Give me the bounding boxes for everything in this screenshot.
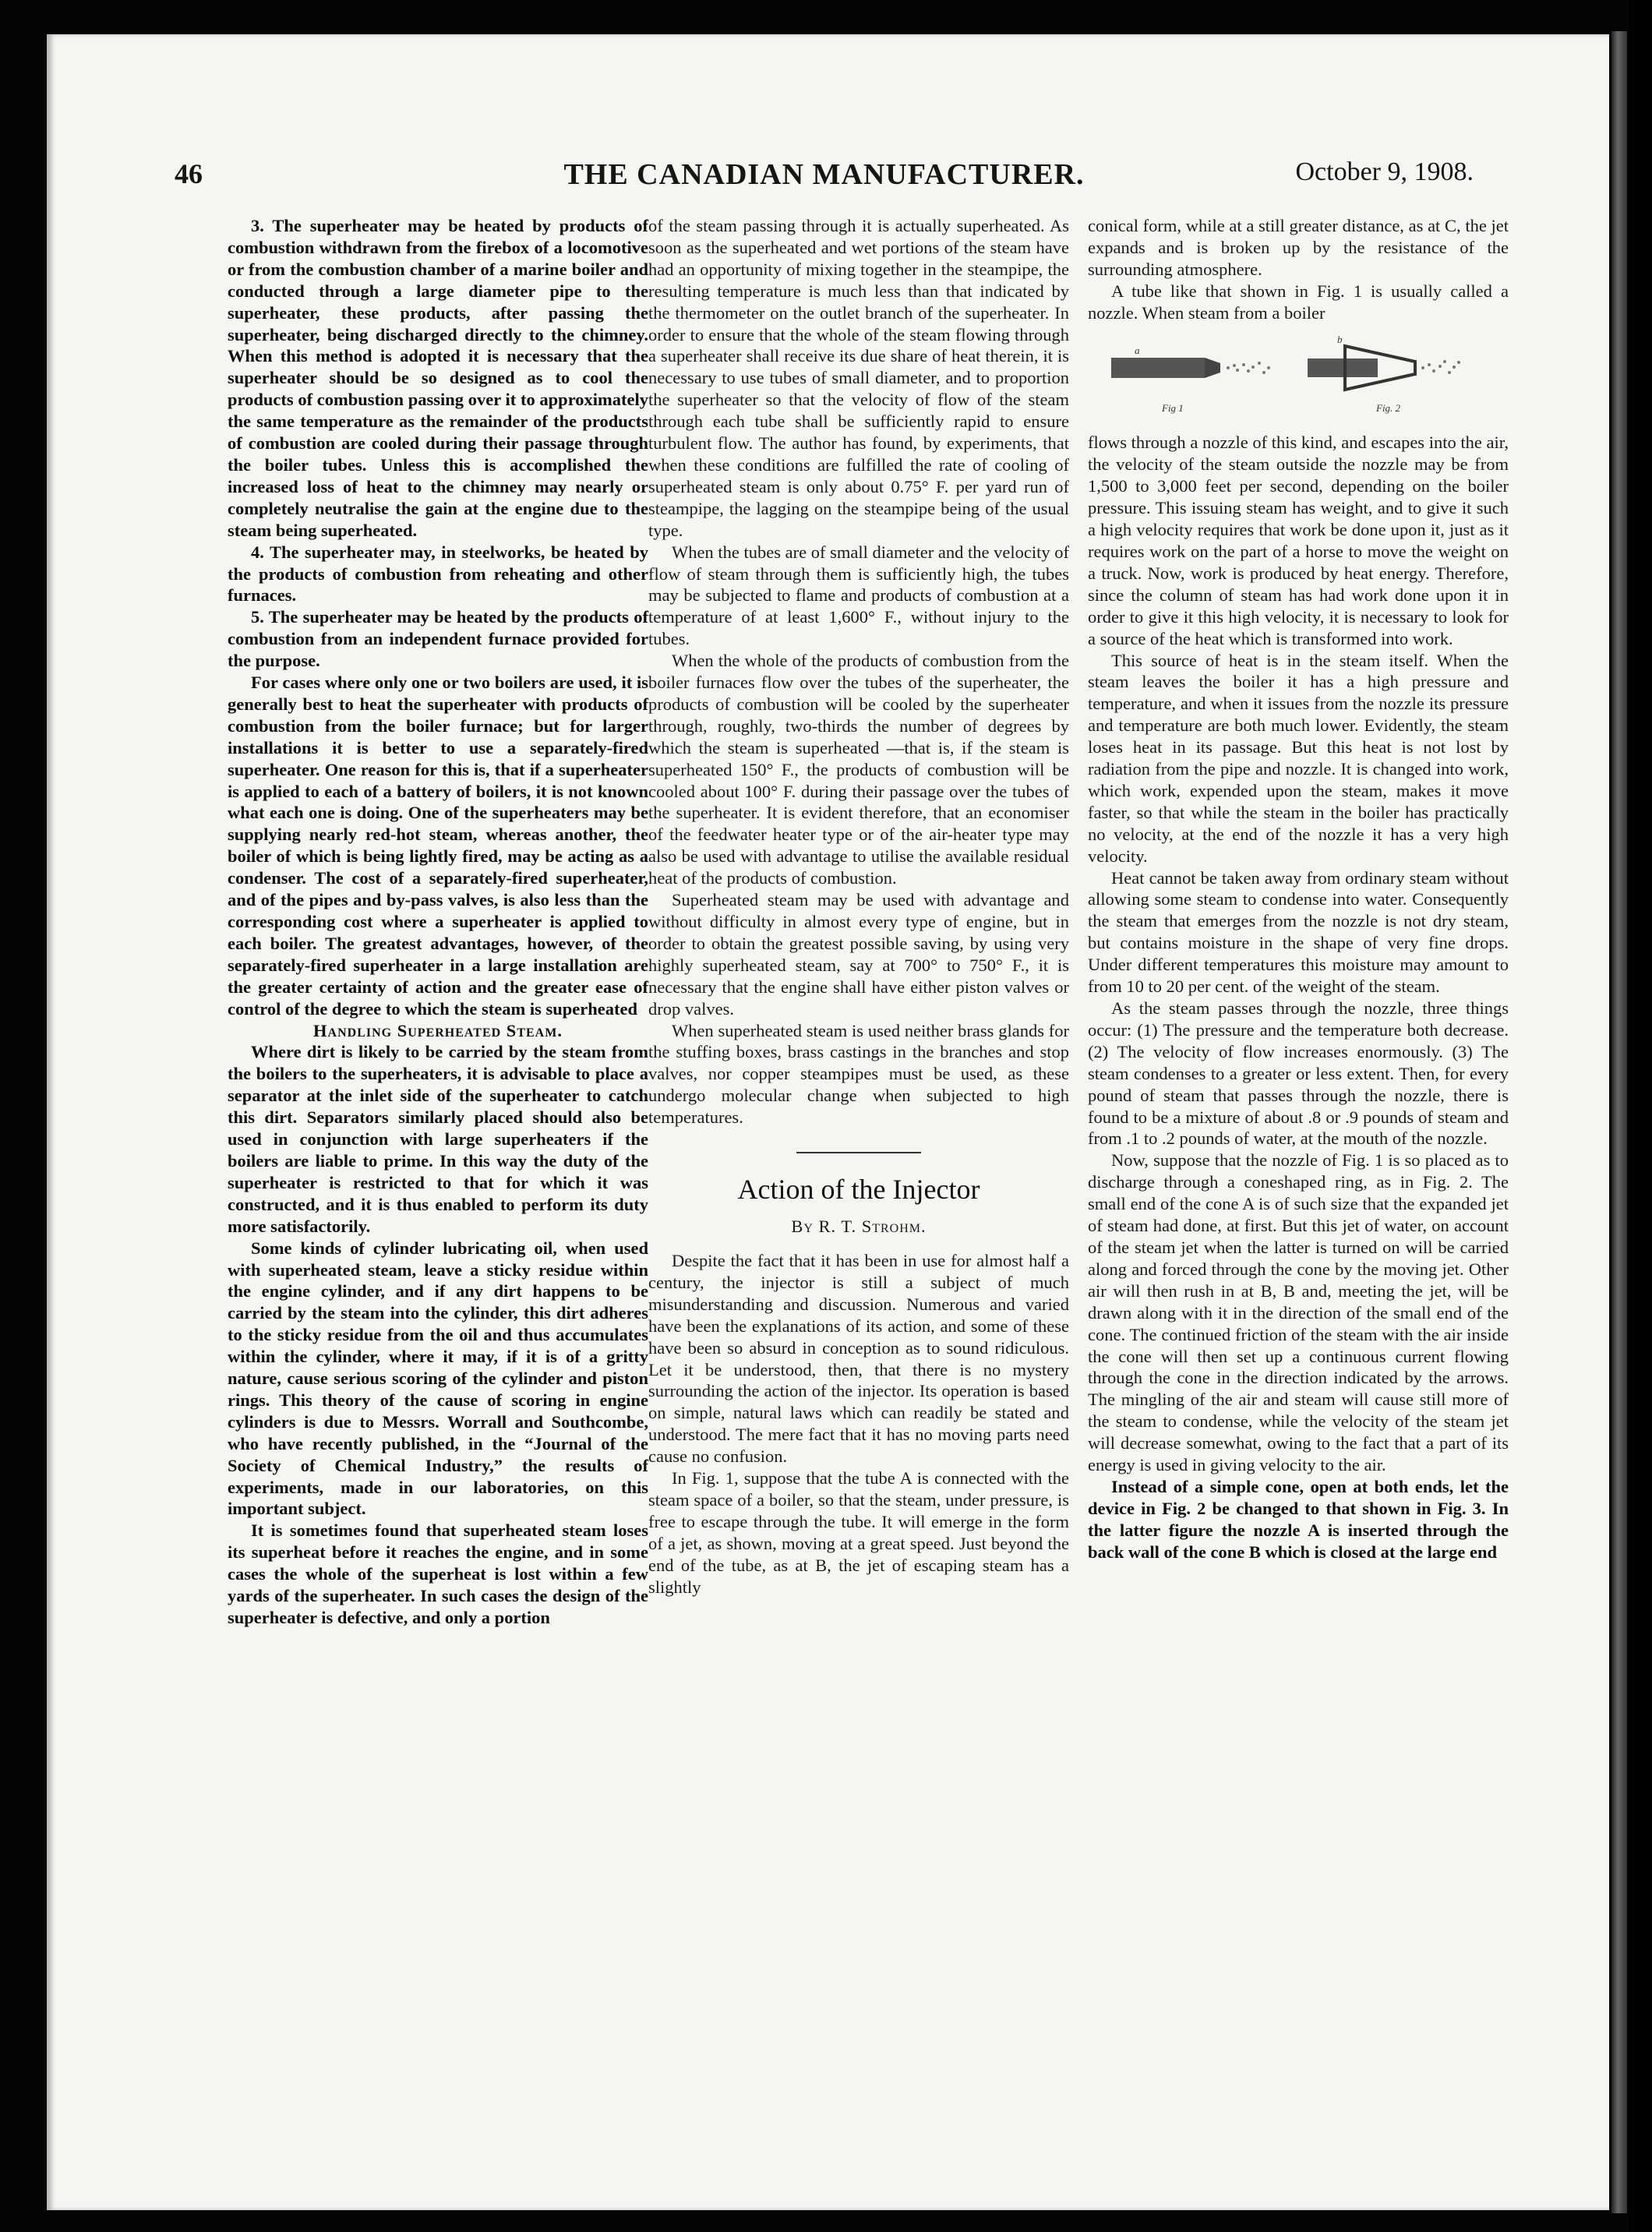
fig1-letter-a: a (1135, 344, 1140, 356)
page-header (175, 157, 1474, 196)
column-left (228, 215, 648, 1629)
column-right (1088, 215, 1509, 1563)
figure-2-nozzle-cone-drawing (1308, 334, 1460, 414)
article-title: Action of the Injector (737, 1174, 980, 1206)
paragraph: In Fig. 1, suppose that the tube A is connected with the steam space of a boiler, so that the steam, under pressure, is free to escape through the tube. It will emerge in the form of a jet, as shown, moving at a great speed. Just beyond the end of the tube, as at B, the jet of escaping steam has a slightly (648, 1468, 1069, 1597)
fig2-tube (1308, 358, 1378, 377)
paragraph: flows through a nozzle of this kind, and escapes into the air, the velocity of the steam outside the nozzle may be from 1,500 to 3,000 feet per second, depending on the boiler pressure. This issuing steam has weight, and to give it such a high velocity requires that work be done upon it, just as it requires work on the part of a horse to move the weight on a truck. Now, work is produced by heat energy. Therefore, since the column of steam has had work done upon it in order to give it this high velocity, it is necessary to look for a source of the heat which is transformed into work. (1088, 433, 1509, 648)
section-heading: Handling Superheated Steam. (313, 1020, 563, 1040)
paragraph: When the tubes are of small diameter and the velocity of flow of steam through them is sufficiently high, the tubes may be subjected to flame and products of combustion at a temperature of at least 1,600° F., without injury to the tubes. (648, 542, 1069, 649)
page-number: 46 (175, 158, 203, 189)
binding-spine (1611, 31, 1627, 2213)
paragraph: Despite the fact that it has been in use for almost half a century, the injector is still a subject of much misunderstanding and discussion. Numerous and varied have been the explanations of its action, and some of these have been so absurd in conception as to sound ridiculous. Let it be understood, then, that there is no mystery surrounding the action of the injector. Its operation is based on simple, natural laws which can readily be stated and understood. The mere fact that it has no moving parts need cause no confusion. (648, 1250, 1069, 1467)
paragraph: of the steam passing through it is actually superheated. As soon as the superheated and wet portions of the steam have had an opportunity of mixing together in the steampipe, the resulting temperature is much less than that indicated by the thermometer on the outlet branch of the superheater. In order to ensure that the whole of the steam flowing through a superheater shall receive its due share of heat therein, it is necessary to use tubes of small diameter, and to proportion the superheater so that the velocity of flow of the steam through each tube shall be sufficiently rapid to ensure turbulent flow. The author has found, by experiments, that when these conditions are fulfilled the rate of cooling of superheated steam is only about 0.75° F. per yard run of steampipe, the lagging on the steampipe being of the usual type. (648, 216, 1069, 540)
paragraph: When superheated steam is used neither brass glands for the stuffing boxes, brass castings in the branches and stop valves, nor copper steampipes must be used, as these undergo molecular change when subjected to high temperatures. (648, 1020, 1069, 1128)
fig1-tube (1111, 358, 1205, 378)
paragraph: Some kinds of cylinder lubricating oil, when used with superheated steam, leave a sticky residue within the engine cylinder, and if any dirt happens to be carried by the steam into the cylinder, this dirt adheres to the sticky residue from the oil and thus accumulates within the cylinder, where it may, if it is of a gritty nature, cause serious scoring of the cylinder and piston rings. This theory of the cause of scoring in engine cylinders is due to Messrs. Worrall and Southcombe, who have recently published, in the “Journal of the Society of Chemical Industry,” the results of experiments, made in our laboratories, on this important subject. (228, 1238, 648, 1519)
nozzle-figures (1088, 330, 1509, 416)
fig2-letter-b: b (1337, 333, 1343, 345)
figure-1-nozzle-drawing (1111, 344, 1270, 414)
paragraph: Where dirt is likely to be carried by the steam from the boilers to the superheaters, it is advisable to place a separator at the inlet side of the superheater to catch this dirt. Separators similarly placed should also be used in conjunction with large superheaters if the boilers are liable to prime. In this way the duty of the superheater is restricted to that for which it was constructed, and it is thus enabled to perform its duty more satisfactorily. (228, 1042, 648, 1236)
paragraph: 5. The superheater may be heated by the products of combustion from an independent furnace provided for the purpose. (228, 607, 648, 671)
paragraph: For cases where only one or two boilers are used, it is generally best to heat the superheater with products of combustion from the boiler furnace; but for larger installations it is better to use a separately-fired superheater. One reason for this is, that if a superheater is applied to each of a battery of boilers, it is not known what each one is doing. One of the superheaters may be supplying nearly red-hot steam, whereas another, the boiler of which is being lightly fired, may be acting as a condenser. The cost of a separately-fired superheater, and of the pipes and by-pass valves, is also less than the corresponding cost where a superheater is applied to each boiler. The greatest advantages, however, of the separately-fired superheater in a large installation are the greater certainty of action and the greater ease of control of the degree to which the steam is superheated (228, 673, 648, 1019)
column-middle (648, 215, 1069, 1598)
paragraph: This source of heat is in the steam itself. When the steam leaves the boiler it has a high pressure and temperature, and when it issues from the nozzle its pressure and temperature are both much lower. Evidently, the steam loses heat in its passage. But this heat is not lost by radiation from the pipe and nozzle. It is changed into work, which work, expended upon the steam, makes it move faster, so that while the steam in the boiler has practically no velocity, at the end of the nozzle it has a very high velocity. (1088, 650, 1509, 866)
article-byline: By R. T. Strohm. (791, 1217, 927, 1237)
issue-date: October 9, 1908. (1295, 157, 1474, 186)
fig1-steam-jet (1227, 362, 1270, 374)
paragraph: conical form, while at a still greater distance, as at C, the jet expands and is broken up by the resistance of the surrounding atmosphere. (1088, 216, 1509, 279)
paragraph: Now, suppose that the nozzle of Fig. 1 is so placed as to discharge through a coneshaped ring, as in Fig. 2. The small end of the cone A is of such size that the expanded jet of steam had done, at first. But this jet of water, on account of the steam jet when the latter is turned on will be carried along and forced through the cone by the moving jet. Other air will then rush in at B, B and, meeting the jet, will be drawn along with it in the direction of the small end of the cone. The continued friction of the steam with the air inside the cone will then set up a continuous current flowing through the cone in the direction indicated by the arrows. The mingling of the air and steam will cause still more of the steam to condense, while the velocity of the steam jet will decrease somewhat, owing to the fact that a part of its energy is used in giving velocity to the air. (1088, 1150, 1509, 1475)
paragraph: A tube like that shown in Fig. 1 is usually called a nozzle. When steam from a boiler (1088, 281, 1509, 323)
section-divider (796, 1152, 921, 1153)
fig2-caption: Fig. 2 (1376, 401, 1401, 414)
publication-title: THE CANADIAN MANUFACTURER. (563, 158, 1085, 191)
fig1-nozzle-tip (1205, 358, 1220, 378)
fig1-caption: Fig 1 (1162, 401, 1184, 414)
paragraph: 3. The superheater may be heated by products of combustion withdrawn from the firebox of a locomotive or from the combustion chamber of a marine boiler and conducted through a large diameter pipe to the superheater, these products, after passing the superheater, being discharged directly to the chimney. When this method is adopted it is necessary that the superheater should be so designed as to cool the products of combustion passing over it to approximately the same temperature as the remainder of the products of combustion are cooled during their passage through the boiler tubes. Unless this is accomplished the increased loss of heat to the chimney may nearly or completely neutralise the gain at the engine due to the steam being superheated. (228, 216, 648, 540)
paragraph: Superheated steam may be used with advantage and without difficulty in almost every type of engine, but in order to obtain the greatest possible saving, by using very highly superheated steam, say at 700° to 750° F., it is necessary that the engine shall have either piston valves or drop valves. (648, 890, 1069, 1019)
paragraph: When the whole of the products of combustion from the boiler furnaces flow over the tubes of the superheater, the products of combustion will be cooled by the superheater through, roughly, two-thirds the number of degrees by which the steam is superheated —that is, if the steam is superheated 150° F., the products of combustion will be cooled about 100° F. during their passage over the tubes of the superheater. It is evident therefore, that an economiser of the feedwater heater type or of the air-heater type may also be used with advantage to utilise the available residual heat of the products of combustion. (648, 651, 1069, 888)
paragraph: As the steam passes through the nozzle, three things occur: (1) The pressure and the temperature both decrease. (2) The velocity of flow increases enormously. (3) The steam condenses to a greater or less extent. Then, for every pound of steam that passes through the nozzle, there is found to be a mixture of about .8 or .9 pounds of steam and from .1 to .2 pounds of water, at the mouth of the nozzle. (1088, 998, 1509, 1149)
paragraph: Heat cannot be taken away from ordinary steam without allowing some steam to condense into water. Consequently the steam that emerges from the nozzle is not dry steam, but contains moisture in the shape of very fine drops. Under different temperatures this moisture may amount to from 10 to 20 per cent. of the weight of the steam. (1088, 867, 1509, 997)
paragraph: 4. The superheater may, in steelworks, be heated by the products of combustion from reheating and other furnaces. (228, 542, 648, 606)
paragraph: Instead of a simple cone, open at both ends, let the device in Fig. 2 be changed to that shown in Fig. 3. In the latter figure the nozzle A is inserted through the back wall of the cone B which is closed at the large end (1088, 1476, 1509, 1562)
paragraph: It is sometimes found that superheated steam loses its superheat before it reaches the engine, and in some cases the whole of the superheat is lost within a few yards of the superheater. In such cases the design of the superheater is defective, and only a portion (228, 1520, 648, 1627)
scan-border (1629, 0, 1652, 2232)
fig2-steam-jet (1421, 360, 1460, 374)
